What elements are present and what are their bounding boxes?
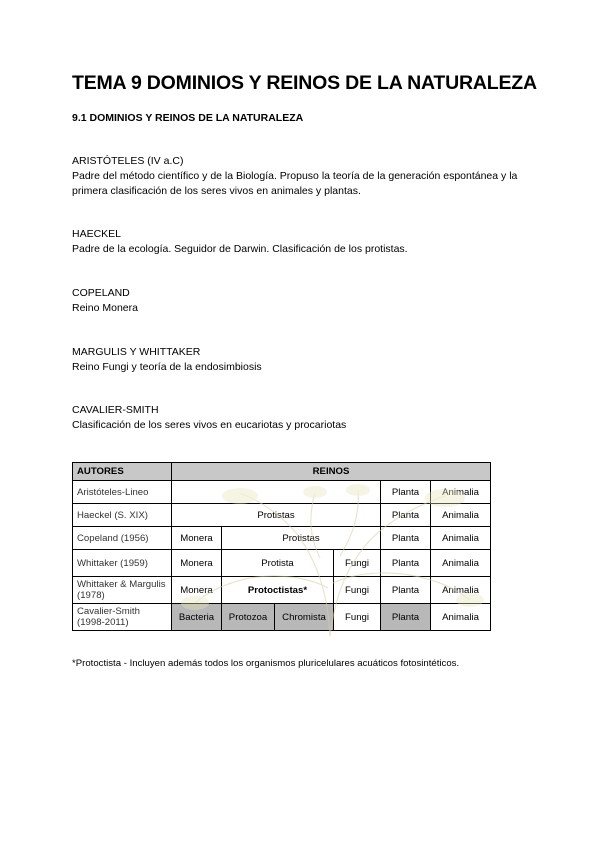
animal-cell: Animalia (431, 577, 491, 604)
entry-name: HAECKEL (72, 228, 122, 240)
plant-cell: Planta (381, 604, 431, 631)
entry-aristoteles (72, 154, 532, 199)
plant-cell: Planta (381, 550, 431, 577)
plant-cell: Planta (381, 527, 431, 550)
protozoa-cell: Protozoa (222, 604, 275, 631)
page-title: TEMA 9 DOMINIOS Y REINOS DE LA NATURALEZA (72, 72, 537, 94)
entry-description: Padre del método científico y de la Biología. Propuso la teoría de la generación espontánea y la primera clasificación de los seres vivos en animales y plantas. (72, 170, 518, 197)
fungi-cell: Fungi (334, 577, 381, 604)
animal-cell: Animalia (431, 504, 491, 527)
entry-haeckel (72, 227, 532, 257)
plant-cell: Planta (381, 504, 431, 527)
table-header-row (73, 463, 491, 481)
entry-description: Reino Fungi y teoría de la endosimbiosis (72, 361, 262, 373)
protist-cell: Protistas (172, 504, 381, 527)
table-row (73, 550, 491, 577)
author-cell: Copeland (1956) (73, 527, 172, 550)
bacteria-cell: Bacteria (172, 604, 222, 631)
section-heading: 9.1 DOMINIOS Y REINOS DE LA NATURALEZA (72, 112, 304, 124)
entry-margulis-whittaker (72, 345, 532, 375)
author-cell: Aristóteles-Lineo (73, 481, 172, 504)
authors-header: AUTORES (73, 463, 172, 481)
table-row (73, 604, 491, 631)
entry-copeland (72, 286, 532, 316)
animal-cell: Animalia (431, 481, 491, 504)
entry-name: COPELAND (72, 287, 130, 299)
entry-description: Clasificación de los seres vivos en eucariotas y procariotas (72, 419, 347, 431)
kingdoms-table (72, 462, 491, 631)
protist-cell: Protista (222, 550, 334, 577)
entry-cavalier-smith (72, 403, 532, 433)
protist-cell: Protistas (222, 527, 381, 550)
fungi-cell: Fungi (334, 550, 381, 577)
animal-cell: Animalia (431, 604, 491, 631)
chromista-cell: Chromista (275, 604, 334, 631)
monera-cell: Monera (172, 527, 222, 550)
kingdoms-table-wrapper (72, 462, 490, 631)
animal-cell: Animalia (431, 550, 491, 577)
table-row (73, 527, 491, 550)
author-cell: Whittaker & Margulis (1978) (73, 577, 172, 604)
entry-name: ARISTÓTELES (IV a.C) (72, 155, 184, 167)
plant-cell: Planta (381, 481, 431, 504)
entry-name: CAVALIER-SMITH (72, 404, 159, 416)
table-row (73, 504, 491, 527)
table-footnote: *Protoctista - Incluyen además todos los organismos pluricelulares acuáticos fotosintéticos. (72, 658, 460, 669)
kingdoms-header: REINOS (172, 463, 491, 481)
entry-description: Padre de la ecología. Seguidor de Darwin. Clasificación de los protistas. (72, 243, 408, 255)
entry-description: Reino Monera (72, 302, 138, 314)
protist-cell: Protoctistas* (222, 577, 334, 604)
animal-cell: Animalia (431, 527, 491, 550)
empty-cell (172, 481, 381, 504)
author-cell: Haeckel (S. XIX) (73, 504, 172, 527)
author-cell: Whittaker (1959) (73, 550, 172, 577)
entry-name: MARGULIS Y WHITTAKER (72, 346, 201, 358)
table-row (73, 481, 491, 504)
author-cell: Cavalier-Smith (1998-2011) (73, 604, 172, 631)
monera-cell: Monera (172, 577, 222, 604)
table-row (73, 577, 491, 604)
plant-cell: Planta (381, 577, 431, 604)
monera-cell: Monera (172, 550, 222, 577)
fungi-cell: Fungi (334, 604, 381, 631)
